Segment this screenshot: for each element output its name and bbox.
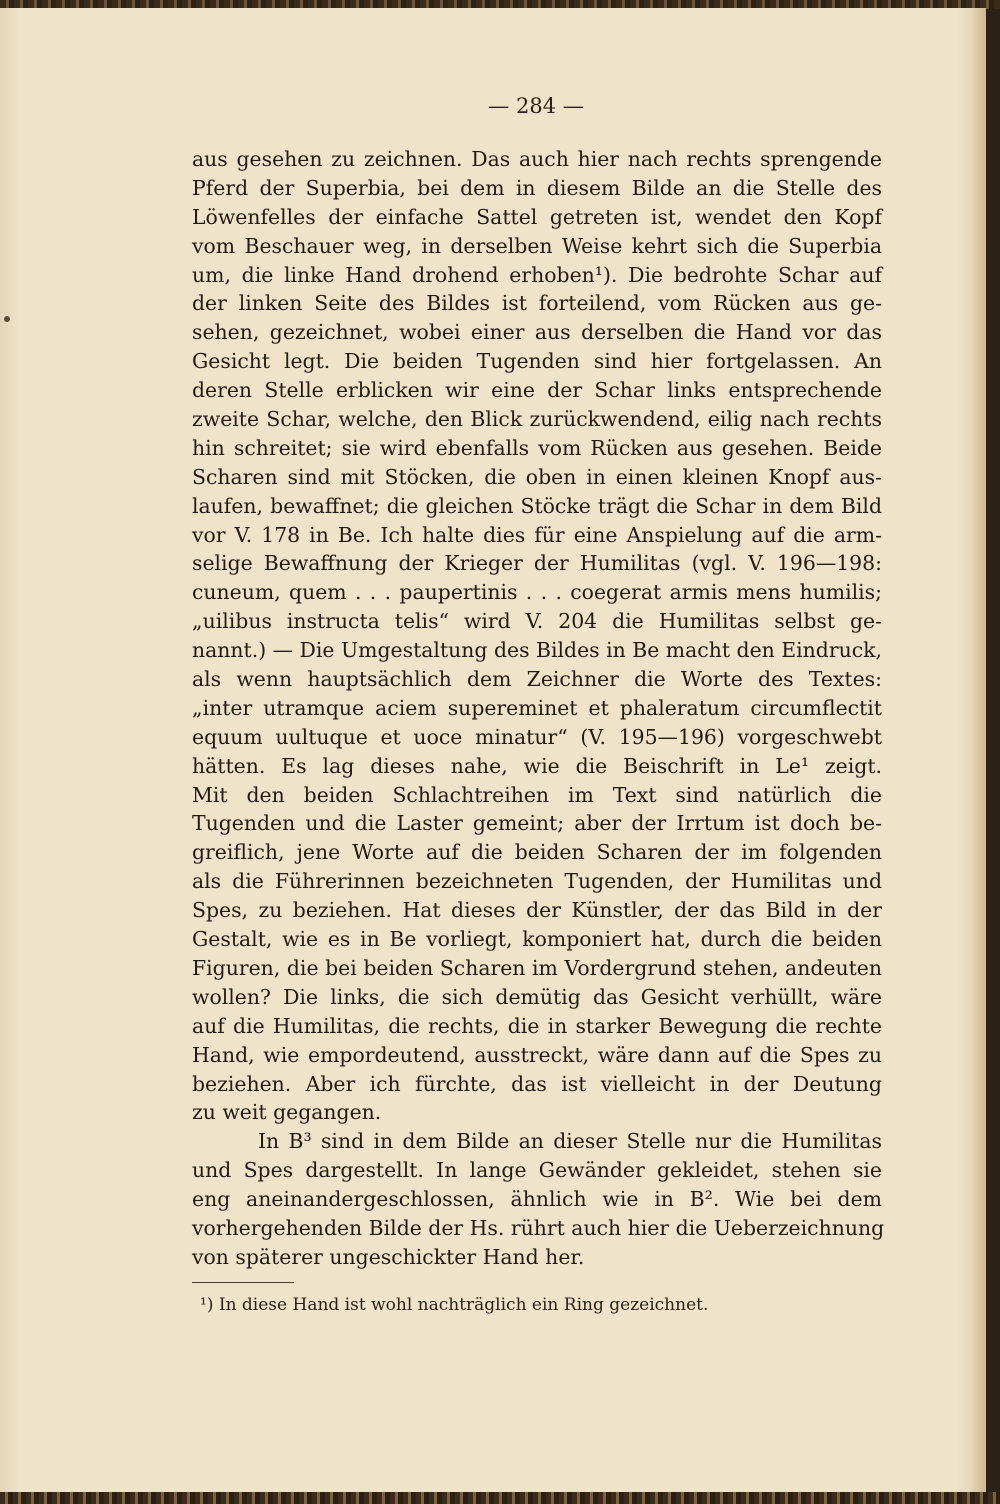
text-line: zu weit gegangen. bbox=[192, 1100, 382, 1125]
text-line: Scharen sind mit Stöcken, die oben in einen kleinen Knopf aus- bbox=[192, 464, 882, 489]
text-line: deren Stelle erblicken wir eine der Schar links entsprechende bbox=[192, 378, 882, 403]
text-line: sehen, gezeichnet, wobei einer aus derselben die Hand vor das bbox=[192, 320, 882, 345]
text-line: zweite Schar, welche, den Blick zurückwendend, eilig nach rechts bbox=[192, 407, 882, 432]
body-text bbox=[192, 145, 885, 1272]
text-line: auf die Humilitas, die rechts, die in starker Bewegung die rechte bbox=[192, 1013, 882, 1038]
text-line: vorhergehenden Bilde der Hs. rührt auch hier die Ueberzeichnung bbox=[192, 1215, 885, 1240]
text-line: vor V. 178 in Be. Ich halte dies für eine Anspielung auf die arm- bbox=[192, 522, 882, 547]
text-line: In B³ sind in dem Bilde an dieser Stelle nur die Humilitas bbox=[258, 1129, 882, 1154]
page-edge bbox=[972, 8, 986, 1494]
text-line: selige Bewaffnung der Krieger der Humilitas (vgl. V. 196—198: bbox=[192, 551, 882, 576]
text-line: beziehen. Aber ich fürchte, das ist vielleicht in der Deutung bbox=[192, 1071, 882, 1096]
text-line: Mit den beiden Schlachtreihen im Text sind natürlich die bbox=[192, 782, 882, 807]
text-line: als die Führerinnen bezeichneten Tugenden, der Humilitas und bbox=[192, 869, 882, 894]
text-line: Spes, zu beziehen. Hat dieses der Künstler, der das Bild in der bbox=[192, 898, 882, 923]
text-line: wollen? Die links, die sich demütig das Gesicht verhüllt, wäre bbox=[192, 984, 882, 1009]
text-line: equum uultuque et uoce minatur“ (V. 195—196) vorgeschwebt bbox=[192, 724, 882, 749]
text-line: um, die linke Hand drohend erhoben¹). Die bedrohte Schar auf bbox=[192, 262, 882, 287]
text-line: eng aneinandergeschlossen, ähnlich wie in B². Wie bei dem bbox=[192, 1187, 882, 1212]
text-line: „uilibus instructa telis“ wird V. 204 die Humilitas selbst ge- bbox=[192, 609, 882, 634]
text-line: hätten. Es lag dieses nahe, wie die Beischrift in Le¹ zeigt. bbox=[192, 753, 882, 778]
text-line: cuneum, quem . . . paupertinis . . . coegerat armis mens humilis; bbox=[192, 580, 882, 605]
text-line: Gesicht legt. Die beiden Tugenden sind hier fortgelassen. An bbox=[192, 349, 882, 374]
text-line: Hand, wie empordeutend, ausstreckt, wäre dann auf die Spes zu bbox=[192, 1042, 882, 1067]
text-line: Tugenden und die Laster gemeint; aber der Irrtum ist doch be- bbox=[192, 811, 882, 836]
book-binding-bottom bbox=[0, 1492, 1000, 1504]
text-line: hin schreitet; sie wird ebenfalls vom Rücken aus gesehen. Beide bbox=[192, 435, 882, 460]
text-line: Gestalt, wie es in Be vorliegt, komponiert hat, durch die beiden bbox=[192, 927, 882, 952]
footnote: ¹) In diese Hand ist wohl nachträglich ein Ring gezeichnet. bbox=[200, 1295, 709, 1315]
text-line: von späterer ungeschickter Hand her. bbox=[192, 1244, 585, 1269]
text-line: greiflich, jene Worte auf die beiden Scharen der im folgenden bbox=[192, 840, 882, 865]
text-line: und Spes dargestellt. In lange Gewänder gekleidet, stehen sie bbox=[192, 1158, 882, 1183]
text-line: vom Beschauer weg, in derselben Weise kehrt sich die Superbia bbox=[192, 233, 882, 258]
text-line: nannt.) — Die Umgestaltung des Bildes in Be macht den Eindruck, bbox=[192, 638, 882, 663]
text-line: Pferd der Superbia, bei dem in diesem Bilde an die Stelle des bbox=[192, 175, 882, 200]
text-line: der linken Seite des Bildes ist forteilend, vom Rücken aus ge- bbox=[192, 291, 882, 316]
text-line: als wenn hauptsächlich dem Zeichner die Worte des Textes: bbox=[192, 667, 882, 692]
page-number: — 284 — bbox=[488, 94, 584, 118]
margin-mark bbox=[4, 316, 10, 322]
text-line: Löwenfelles der einfache Sattel getreten ist, wendet den Kopf bbox=[192, 204, 882, 229]
text-line: laufen, bewaffnet; die gleichen Stöcke trägt die Schar in dem Bild bbox=[192, 493, 882, 518]
text-line: Figuren, die bei beiden Scharen im Vordergrund stehen, andeuten bbox=[192, 955, 882, 980]
text-line: aus gesehen zu zeichnen. Das auch hier nach rechts sprengende bbox=[192, 147, 882, 171]
text-line: „inter utramque aciem supereminet et phaleratum circumflectit bbox=[192, 695, 882, 720]
footnote-rule bbox=[192, 1282, 294, 1283]
